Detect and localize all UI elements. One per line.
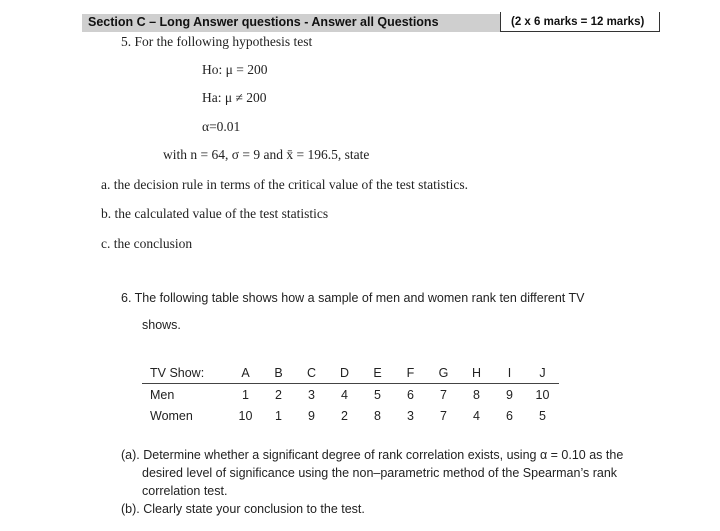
q5-item-c: c. the conclusion	[101, 236, 193, 251]
q6-intro-line2: shows.	[142, 318, 181, 332]
q5-alpha: α=0.01	[202, 119, 241, 134]
show-header: C	[295, 362, 328, 384]
q5-intro: 5. For the following hypothesis test	[121, 34, 313, 49]
q6-part-b: (b). Clearly state your conclusion to the test.	[121, 502, 365, 516]
rank-cell: 3	[407, 408, 414, 423]
rank-cell: 3	[308, 387, 315, 402]
rank-cell: 2	[341, 408, 348, 423]
rank-cell: 9	[506, 387, 513, 402]
row-label: Women	[150, 408, 193, 423]
table-header-row	[142, 362, 559, 384]
rank-cell: 10	[238, 408, 253, 423]
rank-cell: 1	[275, 408, 282, 423]
q6-part-a-line1: (a). Determine whether a significant degree of rank correlation exists, using α = 0.10 as the	[121, 448, 624, 462]
show-header: J	[526, 362, 559, 384]
table-row-men	[142, 384, 559, 406]
rank-cell: 9	[308, 408, 315, 423]
show-header: G	[427, 362, 460, 384]
q5-given-values: with n = 64, σ = 9 and x̄ = 196.5, state	[163, 147, 370, 162]
rank-cell: 8	[374, 408, 381, 423]
row-label: Men	[150, 387, 175, 402]
rank-cell: 6	[506, 408, 513, 423]
q5-item-b: b. the calculated value of the test statistics	[101, 206, 329, 221]
marks-underline	[500, 31, 659, 32]
rank-cell: 5	[374, 387, 381, 402]
show-header: A	[229, 362, 262, 384]
marks-label: (2 x 6 marks = 12 marks)	[511, 16, 645, 28]
q6-part-a-line3: correlation test.	[142, 484, 228, 498]
show-header: B	[262, 362, 295, 384]
q6-part-a-line2: desired level of significance using the non–parametric method of the Spearman’s rank	[142, 466, 618, 480]
q5-null-hypothesis: Ho: μ = 200	[202, 62, 268, 77]
rank-cell: 6	[407, 387, 414, 402]
section-header	[82, 14, 500, 32]
rank-cell: 8	[473, 387, 480, 402]
show-header: H	[460, 362, 493, 384]
table-row-women	[142, 405, 559, 426]
rank-cell: 2	[275, 387, 282, 402]
rank-cell: 7	[440, 408, 447, 423]
rank-cell: 7	[440, 387, 447, 402]
table-header-label: TV Show:	[142, 362, 229, 384]
show-header: F	[394, 362, 427, 384]
q6-intro-line1: 6. The following table shows how a sample of men and women rank ten different TV	[121, 291, 585, 305]
rank-cell: 5	[539, 408, 546, 423]
rank-cell: 10	[535, 387, 550, 402]
marks-box	[500, 12, 660, 32]
rank-table	[142, 362, 559, 426]
rank-cell: 4	[473, 408, 480, 423]
q5-alternative-hypothesis: Ha: μ ≠ 200	[202, 90, 267, 105]
rank-cell: 1	[242, 387, 249, 402]
show-header: D	[328, 362, 361, 384]
show-header: I	[493, 362, 526, 384]
show-header: E	[361, 362, 394, 384]
rank-cell: 4	[341, 387, 348, 402]
q5-item-a: a. the decision rule in terms of the critical value of the test statistics.	[101, 177, 469, 192]
section-title: Section C – Long Answer questions - Answer all Questions	[88, 15, 439, 29]
